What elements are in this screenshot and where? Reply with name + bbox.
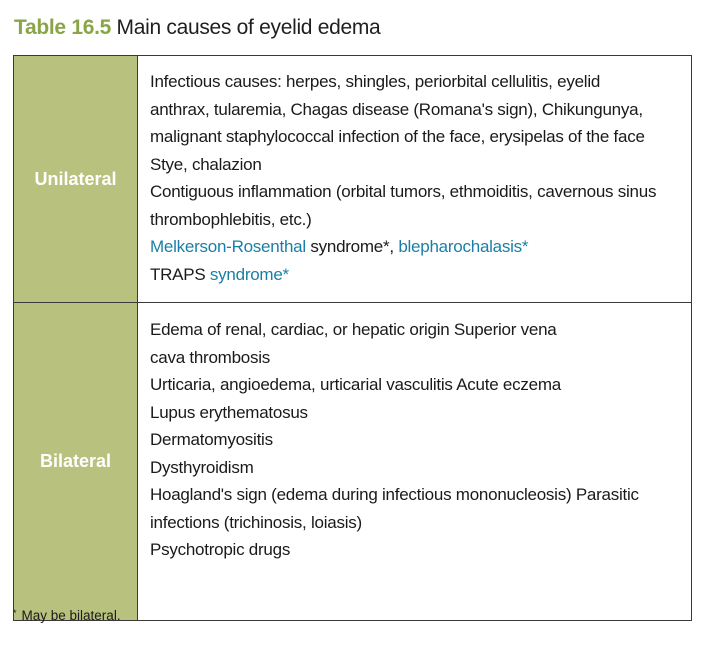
row-content-bilateral xyxy=(138,303,692,621)
cause-line: Psychotropic drugs xyxy=(150,540,291,559)
cause-line: Edema of renal, cardiac, or hepatic origin Superior vena xyxy=(150,320,557,339)
footnote-marker: * xyxy=(13,608,17,618)
traps-text: TRAPS xyxy=(150,264,210,284)
cause-line: anthrax, tularemia, Chagas disease (Romana's sign), Chikungunya, xyxy=(150,99,643,119)
cause-line: Dysthyroidism xyxy=(150,457,254,477)
cause-line: Infectious causes: herpes, shingles, periorbital cellulitis, eyelid xyxy=(150,72,601,91)
row-label-unilateral: Unilateral xyxy=(14,56,138,303)
cause-line-traps xyxy=(150,261,683,289)
table-row-bilateral xyxy=(14,303,692,621)
cause-line: Hoagland's sign (edema during infectious mononucleosis) Parasitic xyxy=(150,485,639,504)
cause-line: Stye, chalazion xyxy=(150,154,262,174)
cause-line-melkerson xyxy=(150,233,683,261)
cause-line: cava thrombosis xyxy=(150,347,271,367)
cause-line: malignant staphylococcal infection of the face, erysipelas of the face xyxy=(150,127,645,146)
cause-line: infections (trichinosis, loiasis) xyxy=(150,512,362,532)
table-caption: Main causes of eyelid edema xyxy=(116,16,381,39)
traps-syndrome-link[interactable]: syndrome* xyxy=(209,264,289,284)
cause-line: Lupus erythematosus xyxy=(150,402,308,422)
footnote xyxy=(13,608,121,623)
cause-line: thrombophlebitis, etc.) xyxy=(150,209,312,229)
cause-line: Dermatomyositis xyxy=(150,430,273,449)
causes-table xyxy=(13,55,692,621)
blepharochalasis-link[interactable]: blepharochalasis* xyxy=(398,237,529,256)
footnote-text: May be bilateral. xyxy=(21,608,121,623)
cause-line: Contiguous inflammation (orbital tumors, ethmoiditis, cavernous sinus xyxy=(150,182,657,201)
row-content-unilateral xyxy=(138,56,692,303)
cause-line: Urticaria, angioedema, urticarial vasculitis Acute eczema xyxy=(150,375,561,394)
table-title xyxy=(14,16,380,40)
row-label-bilateral: Bilateral xyxy=(14,303,138,621)
melkerson-rosenthal-link[interactable]: Melkerson-Rosenthal xyxy=(150,237,306,256)
table-row-unilateral xyxy=(14,56,692,303)
syndrome-text: syndrome*, xyxy=(305,237,399,256)
table-number: Table 16.5 xyxy=(14,16,111,39)
